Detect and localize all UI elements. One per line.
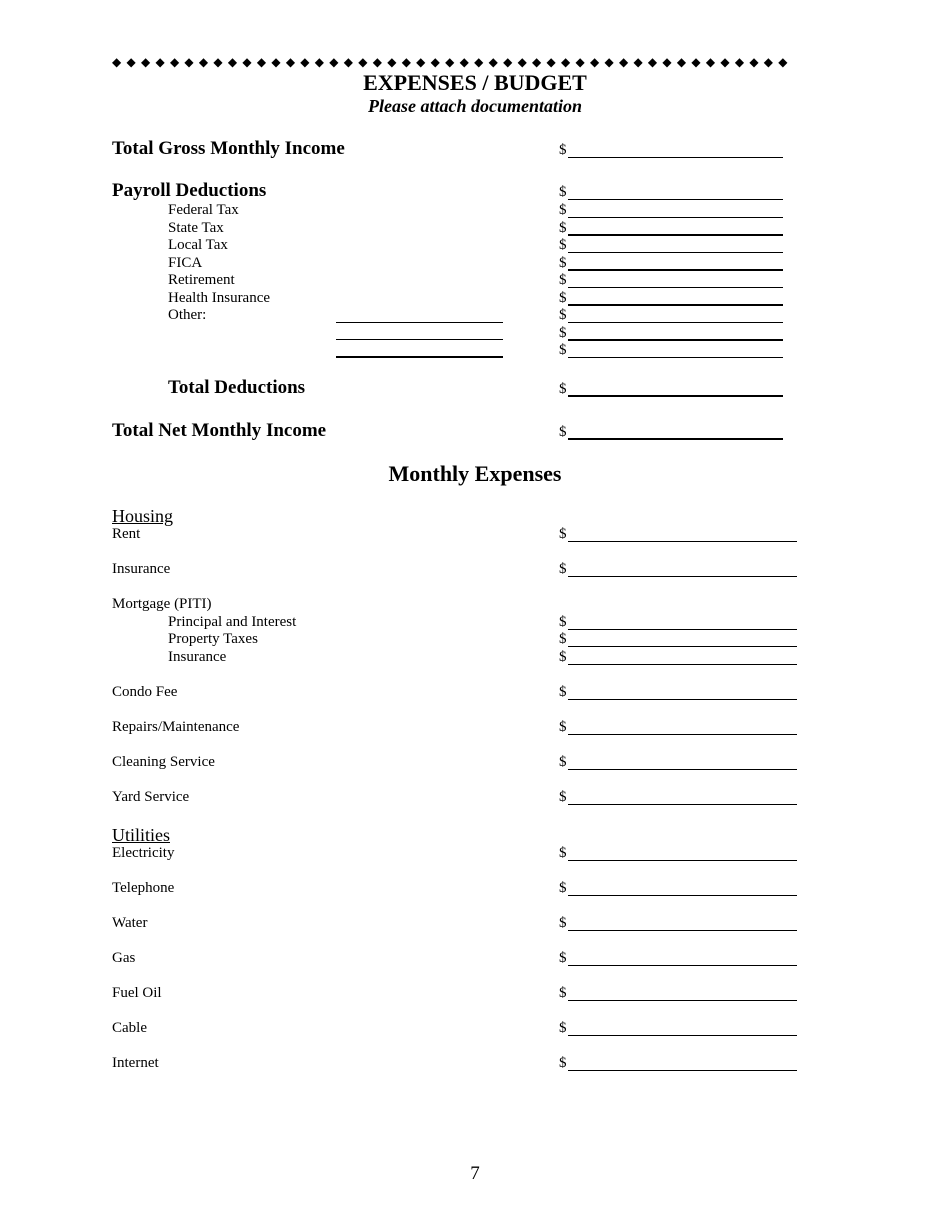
principal-interest-field[interactable]: $ (559, 613, 797, 631)
diamond-icon: ◆ (300, 55, 310, 69)
payroll-deductions-label: Payroll Deductions (112, 180, 267, 201)
diamond-icon: ◆ (126, 55, 136, 69)
diamond-icon: ◆ (285, 55, 296, 69)
expense-label: Principal and Interest (168, 614, 297, 630)
expense-label: Cable (112, 1020, 147, 1036)
total-deductions-label: Total Deductions (168, 377, 306, 398)
diamond-icon: ◆ (271, 55, 281, 69)
deduction-label: FICA (168, 255, 203, 271)
deduction-label: Other: (168, 307, 207, 323)
cleaning-service-field[interactable]: $ (559, 753, 797, 771)
expense-label: Water (112, 915, 148, 931)
diamond-icon: ◆ (763, 55, 774, 69)
diamond-icon: ◆ (618, 55, 629, 69)
diamond-icon: ◆ (705, 55, 716, 69)
net-income-field[interactable]: $ (559, 423, 783, 441)
telephone-field[interactable]: $ (559, 879, 797, 897)
retirement-field[interactable]: $ (559, 271, 783, 289)
diamond-icon: ◆ (647, 55, 658, 69)
cable-field[interactable]: $ (559, 1019, 797, 1037)
diamond-icon: ◆ (691, 55, 701, 69)
diamond-icon: ◆ (184, 55, 194, 69)
diamond-icon: ◆ (256, 55, 267, 69)
diamond-icon: ◆ (358, 55, 368, 69)
diamond-icon: ◆ (662, 55, 672, 69)
diamond-icon: ◆ (140, 55, 151, 69)
yard-service-field[interactable]: $ (559, 788, 797, 806)
repairs-field[interactable]: $ (559, 718, 797, 736)
diamond-icon: ◆ (112, 55, 122, 69)
diamond-icon: ◆ (169, 55, 180, 69)
diamond-icon: ◆ (213, 55, 223, 69)
expense-label: Telephone (112, 880, 175, 896)
diamond-icon: ◆ (459, 55, 469, 69)
housing-heading: Housing (112, 506, 174, 526)
diamond-icon: ◆ (575, 55, 585, 69)
diamond-icon: ◆ (387, 55, 397, 69)
deduction-label: Local Tax (168, 237, 228, 253)
diamond-divider (112, 54, 788, 70)
other-deduction-name-3[interactable] (336, 356, 503, 358)
diamond-icon: ◆ (778, 55, 788, 69)
diamond-icon: ◆ (676, 55, 687, 69)
form-title: EXPENSES / BUDGET (363, 70, 587, 95)
other-deduction-name-1[interactable] (336, 322, 503, 323)
diamond-icon: ◆ (589, 55, 600, 69)
local-tax-field[interactable]: $ (559, 236, 783, 254)
expense-label: Insurance (112, 561, 171, 577)
diamond-icon: ◆ (198, 55, 209, 69)
page-number: 7 (470, 1163, 480, 1184)
diamond-icon: ◆ (416, 55, 426, 69)
expense-label: Electricity (112, 845, 175, 861)
diamond-icon: ◆ (474, 55, 484, 69)
diamond-icon: ◆ (532, 55, 542, 69)
gross-income-label: Total Gross Monthly Income (112, 138, 345, 159)
diamond-icon: ◆ (517, 55, 527, 69)
diamond-icon: ◆ (749, 55, 759, 69)
utilities-heading: Utilities (112, 825, 170, 845)
gas-field[interactable]: $ (559, 949, 797, 967)
diamond-icon: ◆ (561, 55, 571, 69)
deduction-label: State Tax (168, 220, 224, 236)
expense-label: Repairs/Maintenance (112, 719, 240, 735)
diamond-icon: ◆ (546, 55, 556, 69)
expense-label: Gas (112, 950, 136, 966)
health-insurance-field[interactable]: $ (559, 289, 783, 307)
expense-label: Fuel Oil (112, 985, 162, 1001)
diamond-icon: ◆ (633, 55, 643, 69)
expense-label: Insurance (168, 649, 227, 665)
deduction-label: Federal Tax (168, 202, 239, 218)
other-deduction-field-1[interactable]: $ (559, 306, 783, 324)
total-deductions-field[interactable]: $ (559, 380, 783, 398)
diamond-icon: ◆ (343, 55, 353, 69)
diamond-icon: ◆ (720, 55, 730, 69)
expense-label: Property Taxes (168, 631, 258, 647)
fica-field[interactable]: $ (559, 254, 783, 272)
diamond-icon: ◆ (430, 55, 440, 69)
diamond-icon: ◆ (503, 55, 513, 69)
diamond-icon: ◆ (445, 55, 455, 69)
deduction-label: Health Insurance (168, 290, 271, 306)
expense-label: Internet (112, 1055, 159, 1071)
gross-income-field[interactable]: $ (559, 141, 783, 159)
condo-fee-field[interactable]: $ (559, 683, 797, 701)
expense-label: Rent (112, 526, 141, 542)
form-subtitle: Please attach documentation (368, 96, 582, 116)
mortgage-insurance-field[interactable]: $ (559, 648, 797, 666)
diamond-icon: ◆ (242, 55, 252, 69)
diamond-icon: ◆ (314, 55, 325, 69)
internet-field[interactable]: $ (559, 1054, 797, 1072)
expense-label: Condo Fee (112, 684, 178, 700)
other-deduction-field-2[interactable]: $ (559, 324, 783, 342)
diamond-icon: ◆ (227, 55, 238, 69)
federal-tax-field[interactable]: $ (559, 201, 783, 219)
fuel-oil-field[interactable]: $ (559, 984, 797, 1002)
other-deduction-field-3[interactable]: $ (559, 341, 783, 359)
electricity-field[interactable]: $ (559, 844, 797, 862)
other-deduction-name-2[interactable] (336, 339, 503, 340)
rent-field[interactable]: $ (559, 525, 797, 543)
diamond-icon: ◆ (155, 55, 165, 69)
expense-label: Yard Service (112, 789, 190, 805)
payroll-deductions-field[interactable]: $ (559, 183, 783, 201)
housing-insurance-field[interactable]: $ (559, 560, 797, 578)
diamond-icon: ◆ (372, 55, 382, 69)
water-field[interactable]: $ (559, 914, 797, 932)
diamond-icon: ◆ (488, 55, 498, 69)
monthly-expenses-heading: Monthly Expenses (388, 461, 562, 486)
property-taxes-field[interactable]: $ (559, 630, 797, 648)
diamond-icon: ◆ (734, 55, 745, 69)
mortgage-label: Mortgage (PITI) (112, 596, 212, 612)
diamond-icon: ◆ (329, 55, 339, 69)
diamond-icon: ◆ (604, 55, 614, 69)
net-income-label: Total Net Monthly Income (112, 420, 327, 441)
state-tax-field[interactable]: $ (559, 219, 783, 237)
expense-label: Cleaning Service (112, 754, 215, 770)
diamond-icon: ◆ (401, 55, 411, 69)
deduction-label: Retirement (168, 272, 235, 288)
